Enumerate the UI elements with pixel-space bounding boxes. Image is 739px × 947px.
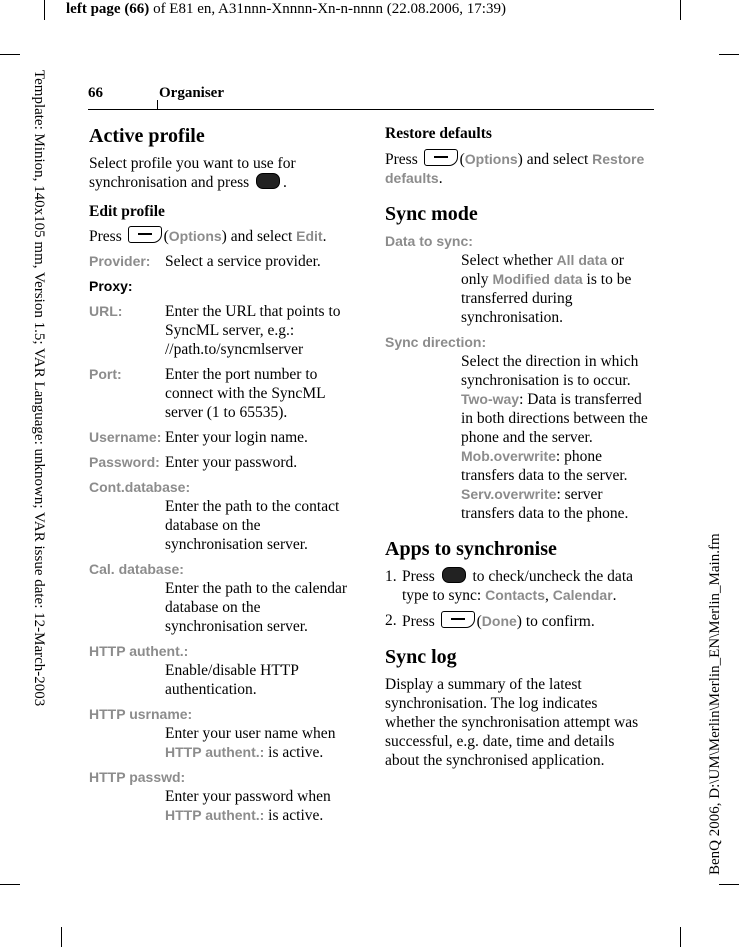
page-number: 66 (88, 85, 103, 101)
paragraph: Select profile you want to use for synchronisation and press . (89, 155, 296, 191)
crop-mark (680, 927, 681, 947)
field-block: Cal. database: Enter the path to the calendar database on the synchronisation server. (89, 561, 348, 635)
crop-mark (719, 884, 739, 885)
left-softkey-icon (424, 149, 458, 166)
field-block: HTTP authent.: Enable/disable HTTP authentication. (89, 643, 299, 698)
crop-mark (61, 927, 62, 947)
paragraph: Press (Options) and select Edit. (89, 228, 327, 245)
list-item: 1. Press to check/uncheck the data type to sync: Contacts, Calendar. (385, 568, 634, 604)
field-block: HTTP usrname: Enter your user name when HTTP authent.: is active. (89, 706, 336, 761)
navigation-key-icon (442, 567, 466, 583)
list-item: 2. Press (Done) to confirm. (385, 612, 595, 630)
field-block: Sync direction: Select the direction in which synchronisation is to occur. Two-way: Data is transferred in both directions between the phone and the server. Mob.overwrite: phone transfers data to the server. Serv.overwrite: server transfers data to the phone. (385, 334, 648, 522)
left-softkey-icon (128, 226, 162, 243)
section-heading: Active profile (89, 125, 205, 147)
field-row: Username: Enter your login name. (89, 429, 308, 446)
subsection-heading: Edit profile (89, 203, 165, 220)
field-row: Proxy: (89, 278, 133, 294)
field-block: HTTP passwd: Enter your password when HTTP authent.: is active. (89, 769, 331, 824)
crop-mark (0, 54, 20, 55)
section-heading: Apps to synchronise (385, 538, 557, 560)
crop-mark (719, 54, 739, 55)
crop-mark (680, 0, 681, 20)
right-column (385, 124, 651, 776)
print-meta: left page (66) of E81 en, A31nnn-Xnnnn-Xn-n-nnnn (22.08.2006, 17:39) (66, 1, 506, 17)
left-softkey-icon (441, 611, 475, 628)
field-row: URL: Enter the URL that points to SyncML server, e.g.: //path.to/syncmlserver (89, 303, 341, 358)
field-block: Cont.database: Enter the path to the contact database on the synchronisation server. (89, 479, 340, 553)
field-block: Data to sync: Select whether All data or only Modified data is to be transferred during synchronisation. (385, 233, 632, 326)
left-column (89, 124, 355, 831)
crop-mark (44, 0, 45, 20)
section-heading: Sync mode (385, 203, 478, 225)
field-row: Port: Enter the port number to connect with the SyncML server (1 to 65535). (89, 366, 325, 421)
page-title: Organiser (159, 85, 224, 101)
template-meta: Template: Minion, 140x105 mm, Version 1.5; VAR Language: unknown; VAR issue date: 12-March-2003 (31, 70, 47, 707)
field-row: Provider: Select a service provider. (89, 253, 321, 270)
paragraph: Press (Options) and select Restore defaults. (385, 151, 645, 187)
paragraph: Display a summary of the latest synchronisation. The log indicates whether the synchronisation attempt was successful, e.g. date, time and details about the synchronised application. (385, 676, 639, 769)
subsection-heading: Restore defaults (385, 125, 492, 142)
section-heading: Sync log (385, 646, 457, 668)
navigation-key-icon (256, 173, 280, 189)
header-rule (88, 109, 654, 110)
steps-list (385, 567, 651, 631)
field-row: Password: Enter your password. (89, 454, 298, 471)
file-path-meta: BenQ 2006, D:\UM\Merlin\Merlin_EN\Merlin_Main.fm (707, 533, 723, 875)
crop-mark (0, 884, 20, 885)
